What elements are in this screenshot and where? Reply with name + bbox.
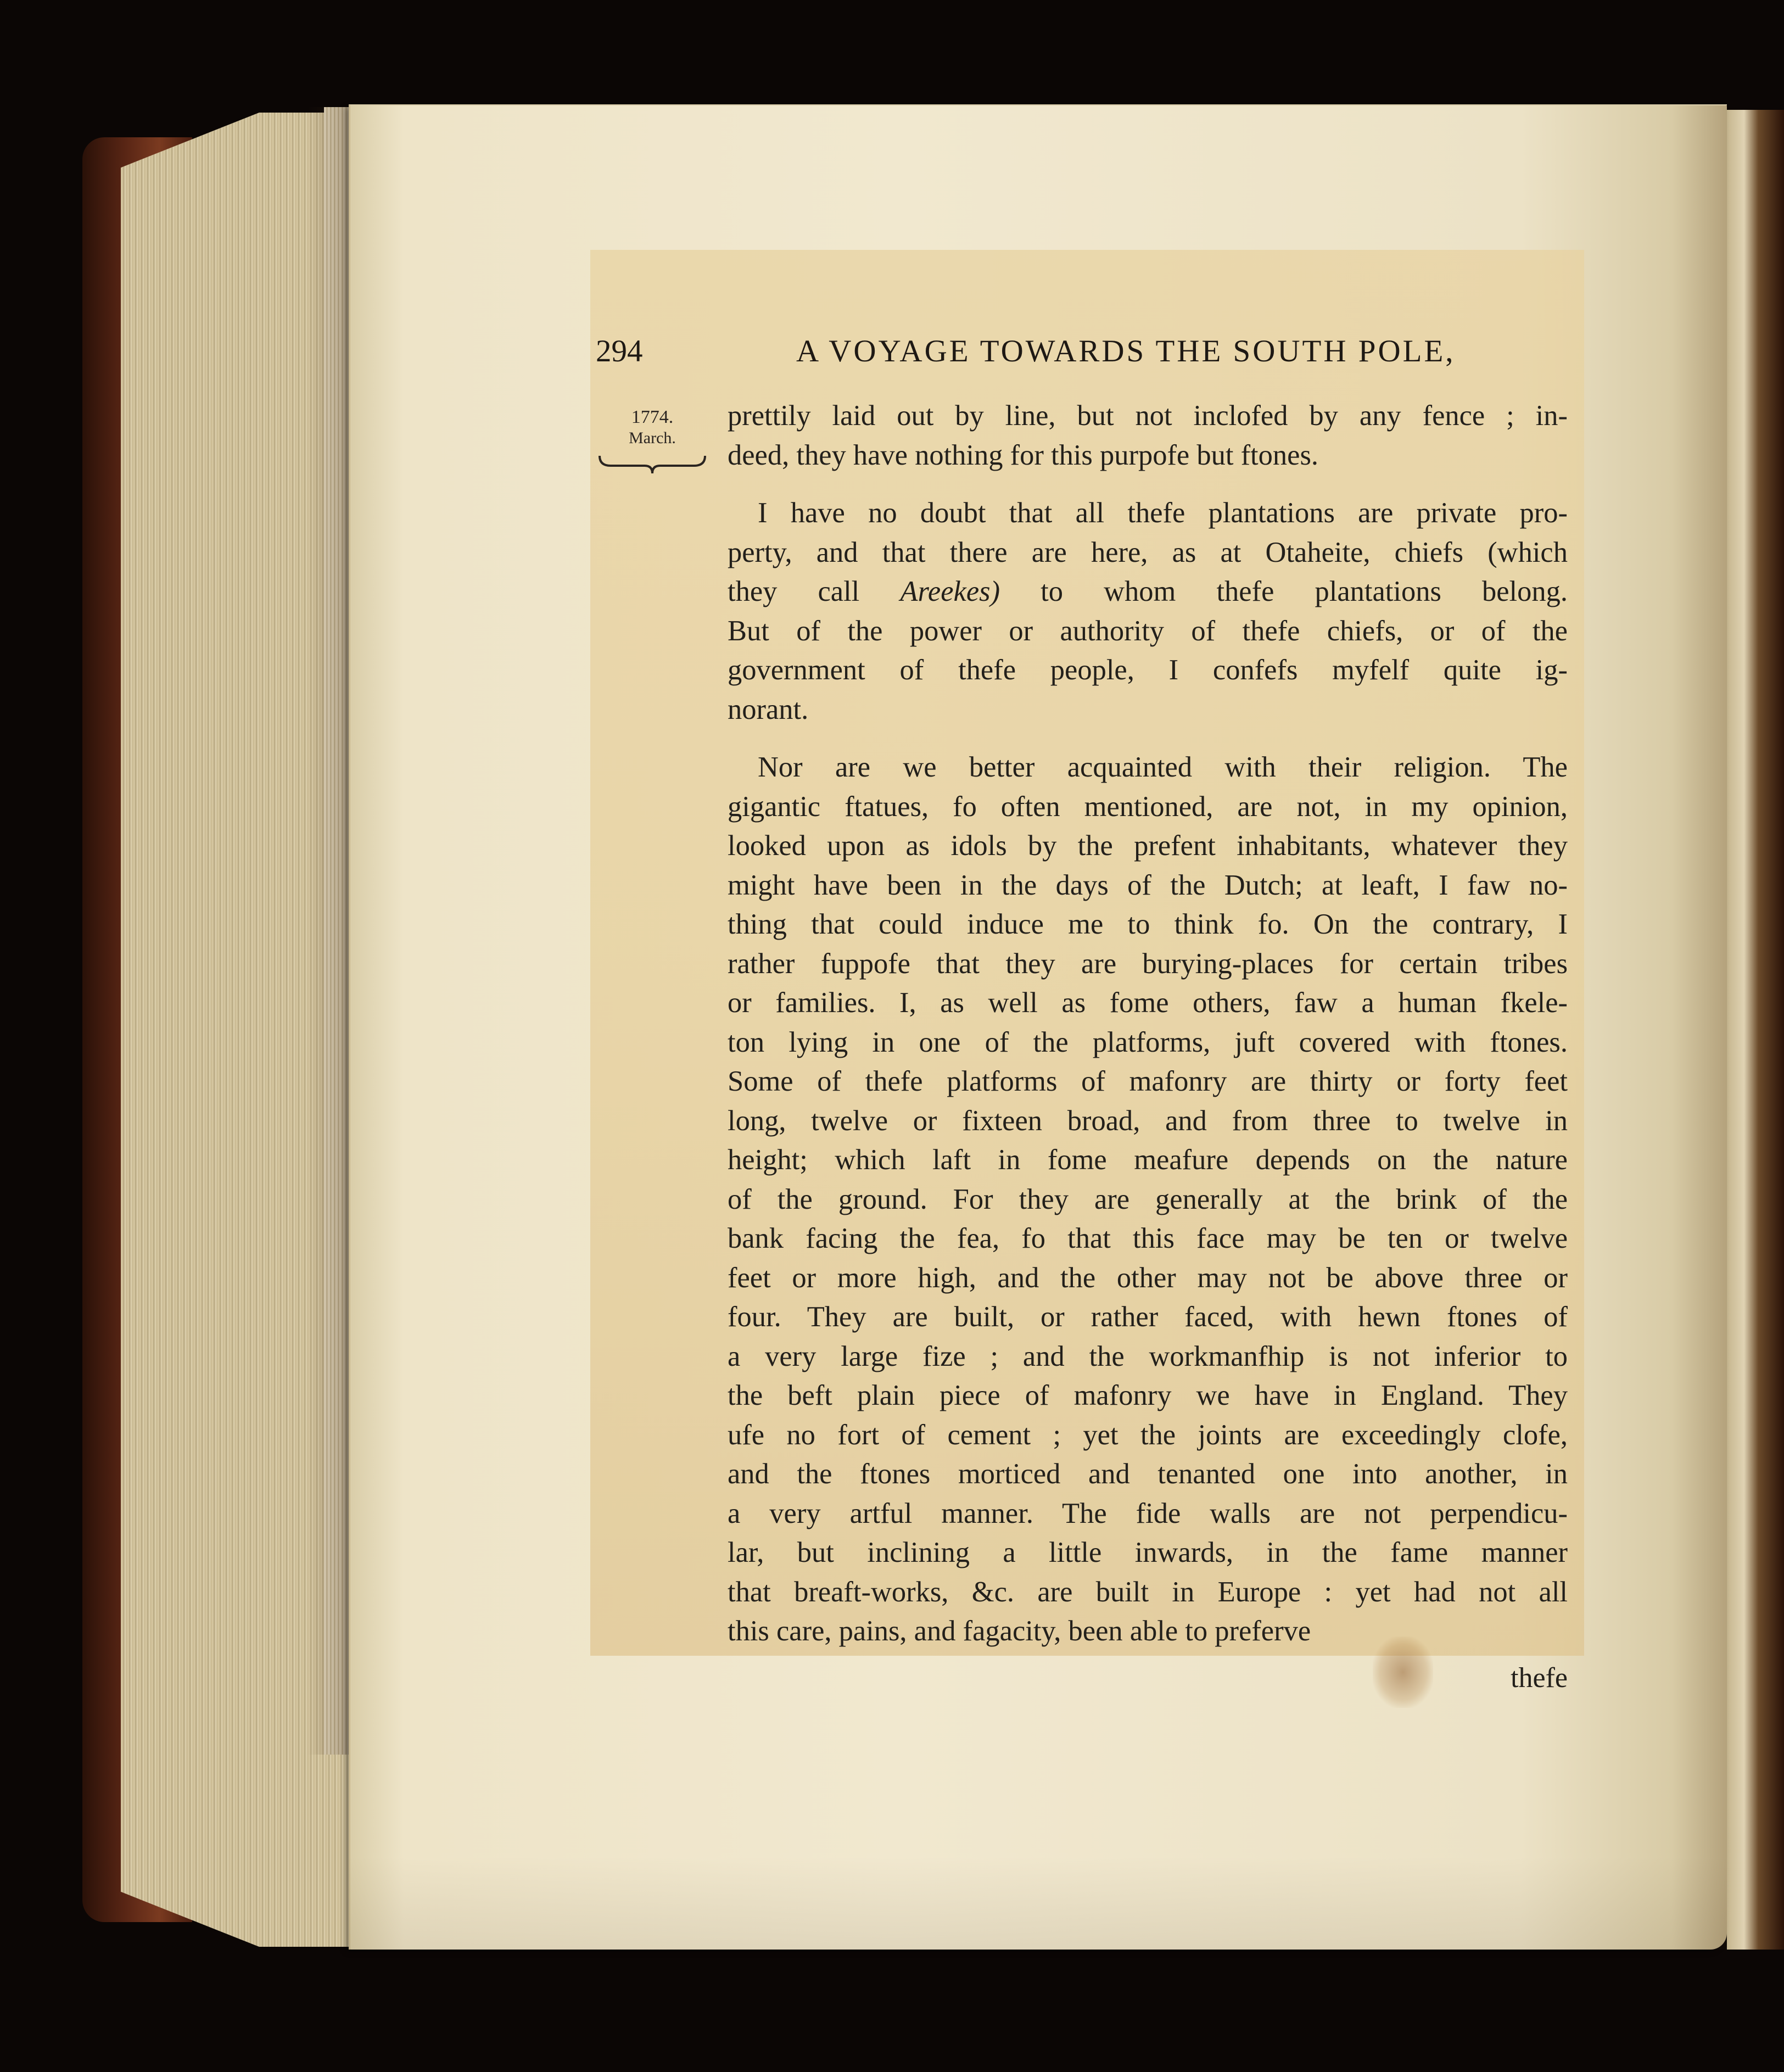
text-line: I have no doubt that all thefe plantations are private pro- [758,497,1568,529]
text-line: deed, they have nothing for this purpofe but ftones. [728,439,1318,471]
text-line: height; which laft in fome meafure depends on the nature [728,1144,1568,1176]
text-line: Some of thefe platforms of mafonry are thirty or forty feet [728,1065,1568,1097]
text-line: But of the power or authority of thefe chiefs, or of the [728,615,1568,647]
text-line: or families. I, as well as fome others, faw a human fkele- [728,987,1568,1019]
body-text [728,396,1568,1651]
text-line: looked upon as idols by the prefent inhabitants, whatever they [728,830,1568,862]
text-line: feet or more high, and the other may not be above three or [728,1261,1568,1294]
page-number: 294 [596,334,643,368]
text-line: four. They are built, or rather faced, with hewn ftones of [728,1301,1568,1333]
text-line: ufe no fort of cement ; yet the joints are exceedingly clofe, [728,1418,1568,1451]
text-line: ton lying in one of the platforms, juft covered with ftones. [728,1026,1568,1058]
text-line: this care, pains, and fagacity, been able to preferve [728,1615,1311,1647]
text-line: prettily laid out by line, but not inclofed by any fence ; in- [728,400,1568,432]
text-line: the beft plain piece of mafonry we have in England. They [728,1380,1568,1411]
text-line: they call Areekes) to whom thefe plantations belong. [728,576,1568,607]
margin-note-year: 1774. [631,407,674,427]
text-line: a very artful manner. The fide walls are not perpendicu- [728,1497,1568,1529]
text-line: might have been in the days of the Dutch; at leaft, I faw no- [728,869,1568,901]
text-line: and the ftones morticed and tenanted one into another, in [728,1458,1568,1490]
margin-note-month: March. [629,429,676,447]
paragraph [728,396,1568,475]
book-edge-right [1727,110,1784,1950]
gutter-shadow [307,107,351,1755]
text-line: rather fuppofe that they are burying-places for certain tribes [728,947,1568,980]
text-line: lar, but inclining a little inwards, in the fame manner [728,1537,1568,1568]
margin-brace [597,454,707,476]
text-line: that breaft-works, &c. are built in Europe : yet had not all [728,1576,1568,1608]
text-line: of the ground. For they are generally at the brink of the [728,1183,1568,1215]
running-title: A VOYAGE TOWARDS THE SOUTH POLE, [796,334,1456,368]
text-line: Nor are we better acquainted with their religion. The [758,751,1568,783]
paragraph [728,494,1568,729]
text-line: bank facing the fea, fo that this face may be ten or twelve [728,1222,1568,1254]
text-line: norant. [728,693,809,725]
text-line: government of thefe people, I confefs myfelf quite ig- [728,654,1568,686]
text-line: gigantic ftatues, fo often mentioned, are not, in my opinion, [728,790,1568,823]
catchword: thefe [1511,1662,1568,1694]
text-line: thing that could induce me to think fo. On the contrary, I [728,908,1568,940]
text-line: a very large fize ; and the workmanfhip is not inferior to [728,1340,1568,1372]
paragraph [728,748,1568,1651]
page-bottom-shading [349,1856,1727,1950]
text-line: long, twelve or fixteen broad, and from three to twelve in [728,1104,1568,1137]
text-line: perty, and that there are here, as at Otaheite, chiefs (which [728,536,1568,568]
